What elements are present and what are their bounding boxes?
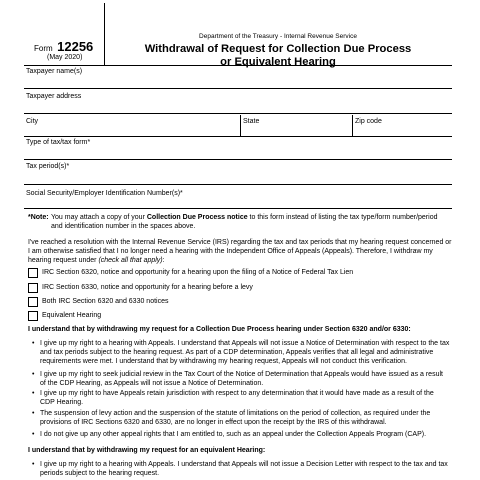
city-state-zip-row [24,115,452,137]
checkbox-irc-6330[interactable] [28,283,38,293]
form-title-line1: Withdrawal of Request for Collection Due Process [144,43,412,55]
bullet-text: I give up my right to have Appeals retain jurisdiction with respect to any determination that it would have made as a result of the CDP Hearing. [40,390,434,406]
bullet-text: I give up my right to a hearing with Appeals. I understand that Appeals will not issue a Notice of Determination with respect to the tax and tax periods subject to the hearing request. As part of a CDP determination, Appeals verifies that all legal and administrative requirements were met. I understand that by withdrawing my hearing request, Appeals will not conduct this verification. [40,340,450,365]
state-field[interactable] [240,115,353,136]
checkbox-equivalent[interactable] [28,311,38,321]
resolution-text: I've reached a resolution with the Internal Revenue Service (IRS) regarding the tax and tax periods that my hearing request concerned or I am otherwise satisfied that I no longer need a hearing with the Independent Office of Appeals (Appeals). Therefore, I withdraw my hearing request under [28,239,452,264]
bullet-icon: • [32,371,35,378]
form-title-line2: or Equivalent Hearing [220,55,336,68]
form-id-box [24,3,105,65]
bullet-text: I give up my right to seek judicial review in the Tax Court of the Notice of Determination that Appeals would have issued as a result of the CDP Hearing, as Appeals will not issue a Notice of Determination. [40,371,443,387]
department-line: Department of the Treasury - Internal Revenue Service [199,33,357,40]
taxpayer-address-label: Taxpayer address [26,93,82,100]
form-header [24,3,452,66]
note-text-bold: Collection Due Process notice [146,214,248,221]
option-label: IRC Section 6320, notice and opportunity for a hearing upon the filing of a Notice of Federal Tax Lien [42,269,354,276]
note-text-post: to this form instead of listing the tax type/form number/period and identification number in the spaces above. [51,214,438,230]
tax-periods-label: Tax period(s)* [26,163,70,170]
form-number: 12256 [57,39,94,54]
tax-periods-field[interactable] [24,161,452,185]
taxpayer-names-field[interactable] [24,66,452,89]
resolution-paragraph [28,238,452,265]
tax-form-type-label: Type of tax/tax form* [26,139,91,146]
bullet-icon: • [32,461,35,468]
option-label: Both IRC Section 6320 and 6330 notices [42,298,169,305]
bullet-text: I do not give up any other appeal rights that I am entitled to, such as an appeal under the Collection Appeals Program (CAP). [40,431,427,438]
bullet-icon: • [32,340,35,347]
bullet-text: The suspension of levy action and the suspension of the statute of limitations on the period of collection, as required under the provisions of IRC Sections 6320 and 6330, are no longer in effect upon the receipt by the IRS of this withdrawal. [40,410,431,426]
option-label: Equivalent Hearing [42,312,102,319]
bullet-text: I give up my right to a hearing with Appeals. I understand that Appeals will not issue a Decision Letter with respect to the tax and tax periods subject to the hearing request. [40,461,448,477]
form-title [104,43,452,68]
ssn-ein-field[interactable] [24,188,452,209]
bullet-icon: • [32,390,35,397]
state-label: State [243,118,260,125]
taxpayer-names-label: Taxpayer name(s) [26,68,83,75]
city-label: City [26,118,39,125]
zip-code-label: Zip code [355,118,382,125]
taxpayer-address-field[interactable] [24,91,452,114]
note-body [51,213,451,231]
form-date: (May 2020) [47,54,83,61]
tax-form-type-field[interactable] [24,137,452,160]
zip-code-field[interactable] [352,115,453,136]
resolution-italic: (check all that apply) [98,257,163,264]
option-label: IRC Section 6330, notice and opportunity for a hearing before a levy [42,284,253,291]
cdp-heading: I understand that by withdrawing my request for a Collection Due Process hearing under Section 6320 and/or 6330: [28,326,411,333]
note-label: *Note: [28,214,49,221]
eh-heading: I understand that by withdrawing my request for an equivalent Hearing: [28,447,266,454]
resolution-end: : [162,257,165,264]
ssn-ein-label: Social Security/Employer Identification Number(s)* [26,190,183,197]
city-field[interactable] [24,115,240,136]
checkbox-both[interactable] [28,297,38,307]
form-word: Form [34,44,53,53]
checkbox-irc-6320[interactable] [28,268,38,278]
note-text-pre: You may attach a copy of your [51,214,147,221]
bullet-icon: • [32,410,35,417]
bullet-icon: • [32,431,35,438]
